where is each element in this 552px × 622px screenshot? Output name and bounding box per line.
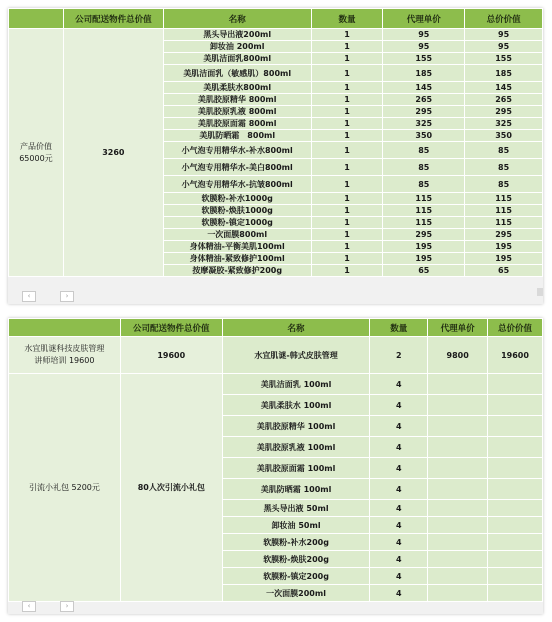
unit-price-cell: 115 <box>383 217 465 229</box>
unit-price-cell: 95 <box>383 29 465 41</box>
gift-unit-price-cell <box>428 517 488 534</box>
name-cell: 小气泡专用精华水-美白800ml <box>163 159 311 176</box>
training-name-cell: 水宜肌谜-韩式皮肤管理 <box>222 337 370 374</box>
training-gift-table-panel <box>8 318 543 614</box>
group-label-cell <box>9 29 64 277</box>
name-cell: 软膜粉-补水1000g <box>163 193 311 205</box>
qty-cell: 1 <box>311 193 383 205</box>
name-cell: 一次面膜800ml <box>163 229 311 241</box>
value-cell: 85 <box>465 142 543 159</box>
training-unit-price-cell: 9800 <box>428 337 488 374</box>
header-unit-price: 代理单价 <box>383 9 465 29</box>
qty-cell: 1 <box>311 53 383 65</box>
qty-cell: 1 <box>311 29 383 41</box>
gift-label-cell: 引流小礼包 5200元 <box>9 374 121 602</box>
gift-name-cell: 美肌胶原面霜 100ml <box>222 458 370 479</box>
value-cell: 85 <box>465 176 543 193</box>
name-cell: 美肌胶原面霜 800ml <box>163 118 311 130</box>
value-cell: 265 <box>465 94 543 106</box>
value-cell: 350 <box>465 130 543 142</box>
chevron-right-icon[interactable]: › <box>60 291 74 302</box>
unit-price-cell: 195 <box>383 253 465 265</box>
gift-name-cell: 软膜粉-补水200g <box>222 534 370 551</box>
training-label-line1: 水宜肌谜科技皮肤管理 <box>24 344 105 353</box>
gift-qty-cell: 4 <box>370 534 428 551</box>
header-name: 名称 <box>222 319 370 337</box>
value-cell: 95 <box>465 29 543 41</box>
qty-cell: 1 <box>311 176 383 193</box>
group-label-line1: 产品价值 <box>19 141 52 151</box>
name-cell: 软膜粉-镇定1000g <box>163 217 311 229</box>
value-cell: 115 <box>465 193 543 205</box>
gift-unit-price-cell <box>428 500 488 517</box>
gift-value-cell <box>488 437 543 458</box>
qty-cell: 1 <box>311 130 383 142</box>
unit-price-cell: 85 <box>383 142 465 159</box>
qty-cell: 1 <box>311 229 383 241</box>
gift-unit-price-cell <box>428 437 488 458</box>
gift-value-cell <box>488 479 543 500</box>
value-cell: 295 <box>465 106 543 118</box>
header-name: 名称 <box>163 9 311 29</box>
header-company-total: 公司配送物件总价值 <box>120 319 222 337</box>
gift-name-cell: 软膜粉-焕肤200g <box>222 551 370 568</box>
unit-price-cell: 85 <box>383 176 465 193</box>
gift-name-cell: 卸妆油 50ml <box>222 517 370 534</box>
header-total-value: 总价价值 <box>465 9 543 29</box>
gift-qty-cell: 4 <box>370 416 428 437</box>
name-cell: 软膜粉-焕肤1000g <box>163 205 311 217</box>
table-header-row <box>9 9 543 29</box>
gift-unit-price-cell <box>428 416 488 437</box>
group-total-cell: 3260 <box>63 29 163 277</box>
gift-value-cell <box>488 416 543 437</box>
value-cell: 325 <box>465 118 543 130</box>
gift-value-cell <box>488 374 543 395</box>
gift-qty-cell: 4 <box>370 517 428 534</box>
gift-name-cell: 美肌胶原乳液 100ml <box>222 437 370 458</box>
name-cell: 身体精油-平衡美肌100ml <box>163 241 311 253</box>
gift-unit-price-cell <box>428 395 488 416</box>
gift-unit-price-cell <box>428 534 488 551</box>
header-blank <box>9 319 121 337</box>
training-row <box>9 337 543 374</box>
qty-cell: 1 <box>311 82 383 94</box>
unit-price-cell: 185 <box>383 65 465 82</box>
group-label-line2: 65000元 <box>19 153 53 163</box>
table-row <box>9 374 543 395</box>
table-row <box>9 29 543 41</box>
unit-price-cell: 115 <box>383 205 465 217</box>
gift-value-cell <box>488 568 543 585</box>
gift-unit-price-cell <box>428 568 488 585</box>
gift-value-cell <box>488 585 543 602</box>
header-quantity: 数量 <box>370 319 428 337</box>
gift-qty-cell: 4 <box>370 568 428 585</box>
gift-qty-cell: 4 <box>370 551 428 568</box>
gift-unit-price-cell <box>428 458 488 479</box>
chevron-left-icon[interactable]: ‹ <box>22 291 36 302</box>
chevron-left-icon[interactable]: ‹ <box>22 601 36 612</box>
unit-price-cell: 155 <box>383 53 465 65</box>
unit-price-cell: 325 <box>383 118 465 130</box>
qty-cell: 1 <box>311 217 383 229</box>
gift-qty-cell: 4 <box>370 395 428 416</box>
training-label-cell <box>9 337 121 374</box>
gift-qty-cell: 4 <box>370 458 428 479</box>
gift-total-cell: 80人次引流小礼包 <box>120 374 222 602</box>
training-gift-table <box>8 318 543 602</box>
value-cell: 155 <box>465 53 543 65</box>
gift-value-cell <box>488 551 543 568</box>
unit-price-cell: 145 <box>383 82 465 94</box>
value-cell: 65 <box>465 265 543 277</box>
value-cell: 195 <box>465 253 543 265</box>
qty-cell: 1 <box>311 265 383 277</box>
header-total-value: 总价价值 <box>488 319 543 337</box>
name-cell: 美肌洁面乳800ml <box>163 53 311 65</box>
value-cell: 195 <box>465 241 543 253</box>
qty-cell: 1 <box>311 205 383 217</box>
chevron-right-icon[interactable]: › <box>60 601 74 612</box>
value-cell: 85 <box>465 159 543 176</box>
gift-unit-price-cell <box>428 585 488 602</box>
gift-name-cell: 美肌防晒霜 100ml <box>222 479 370 500</box>
gift-name-cell: 美肌柔肤水 100ml <box>222 395 370 416</box>
gift-qty-cell: 4 <box>370 374 428 395</box>
header-unit-price: 代理单价 <box>428 319 488 337</box>
product-value-table <box>8 8 543 277</box>
qty-cell: 1 <box>311 142 383 159</box>
gift-unit-price-cell <box>428 374 488 395</box>
name-cell: 美肌洁面乳（敏感肌）800ml <box>163 65 311 82</box>
name-cell: 身体精油-紧致修护100ml <box>163 253 311 265</box>
gift-qty-cell: 4 <box>370 585 428 602</box>
training-label-line2: 讲师培训 19600 <box>34 356 95 365</box>
training-qty-cell: 2 <box>370 337 428 374</box>
horizontal-scrollbar[interactable] <box>22 601 74 612</box>
unit-price-cell: 295 <box>383 106 465 118</box>
product-value-table-panel <box>8 8 543 304</box>
table-header-row <box>9 319 543 337</box>
value-cell: 95 <box>465 41 543 53</box>
qty-cell: 1 <box>311 118 383 130</box>
unit-price-cell: 295 <box>383 229 465 241</box>
gift-value-cell <box>488 500 543 517</box>
name-cell: 美肌防晒霜 800ml <box>163 130 311 142</box>
name-cell: 美肌胶原乳液 800ml <box>163 106 311 118</box>
gift-value-cell <box>488 395 543 416</box>
unit-price-cell: 65 <box>383 265 465 277</box>
qty-cell: 1 <box>311 241 383 253</box>
qty-cell: 1 <box>311 41 383 53</box>
gift-qty-cell: 4 <box>370 479 428 500</box>
name-cell: 黑头导出液200ml <box>163 29 311 41</box>
panel-edge-marker <box>537 288 543 296</box>
gift-name-cell: 软膜粉-镇定200g <box>222 568 370 585</box>
value-cell: 115 <box>465 217 543 229</box>
qty-cell: 1 <box>311 253 383 265</box>
unit-price-cell: 350 <box>383 130 465 142</box>
value-cell: 145 <box>465 82 543 94</box>
name-cell: 按摩凝胶-紧致修护200g <box>163 265 311 277</box>
gift-value-cell <box>488 534 543 551</box>
unit-price-cell: 115 <box>383 193 465 205</box>
name-cell: 美肌胶原精华 800ml <box>163 94 311 106</box>
gift-name-cell: 黑头导出液 50ml <box>222 500 370 517</box>
gift-unit-price-cell <box>428 551 488 568</box>
value-cell: 115 <box>465 205 543 217</box>
qty-cell: 1 <box>311 65 383 82</box>
gift-name-cell: 美肌洁面乳 100ml <box>222 374 370 395</box>
value-cell: 295 <box>465 229 543 241</box>
training-total-cell: 19600 <box>120 337 222 374</box>
header-company-total: 公司配送物件总价值 <box>63 9 163 29</box>
gift-value-cell <box>488 458 543 479</box>
unit-price-cell: 85 <box>383 159 465 176</box>
unit-price-cell: 265 <box>383 94 465 106</box>
gift-name-cell: 一次面膜200ml <box>222 585 370 602</box>
training-value-cell: 19600 <box>488 337 543 374</box>
name-cell: 美肌柔肤水800ml <box>163 82 311 94</box>
unit-price-cell: 195 <box>383 241 465 253</box>
gift-value-cell <box>488 517 543 534</box>
qty-cell: 1 <box>311 94 383 106</box>
name-cell: 卸妆油 200ml <box>163 41 311 53</box>
gift-unit-price-cell <box>428 479 488 500</box>
header-quantity: 数量 <box>311 9 383 29</box>
horizontal-scrollbar[interactable] <box>22 291 74 302</box>
unit-price-cell: 95 <box>383 41 465 53</box>
header-blank <box>9 9 64 29</box>
gift-name-cell: 美肌胶原精华 100ml <box>222 416 370 437</box>
gift-qty-cell: 4 <box>370 437 428 458</box>
gift-qty-cell: 4 <box>370 500 428 517</box>
qty-cell: 1 <box>311 159 383 176</box>
name-cell: 小气泡专用精华水-补水800ml <box>163 142 311 159</box>
value-cell: 185 <box>465 65 543 82</box>
name-cell: 小气泡专用精华水-抗皱800ml <box>163 176 311 193</box>
qty-cell: 1 <box>311 106 383 118</box>
